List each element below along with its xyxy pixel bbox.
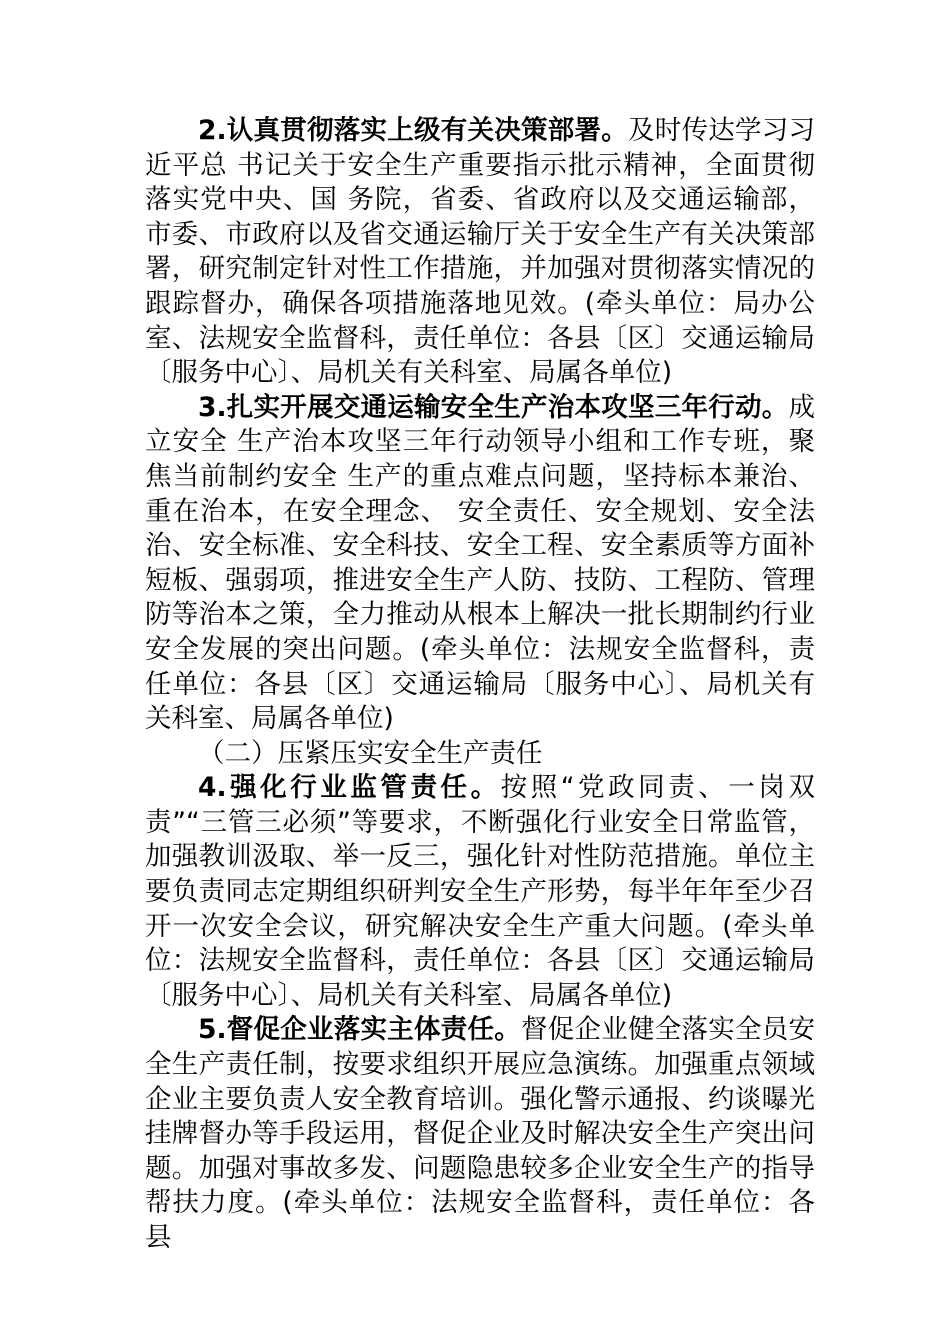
paragraph-item-3: [145, 391, 815, 737]
document-body: [145, 114, 815, 1256]
paragraph-body-2: 及时传达学习习近平总 书记关于安全生产重要指示批示精神，全面贯彻落实党中央、国 务院，省委、省政府以及交通运输部，市委、市政府以及省交通运输厅关于安全生产有关决策部署，研究制定针对性工作措施，并加强对贯彻落实情况的跟踪督办，确保各项措施落地见效。(牵头单位：局办公室、法规安全监督科，责任单位：各县〔区〕交通运输局〔服务中心〕、局机关有关科室、局属各单位): [145, 115, 815, 389]
paragraph-lead-3: 3.扎实开展交通运输安全生产治本攻坚三年行动。: [198, 391, 789, 423]
paragraph-item-4: [145, 771, 815, 1013]
paragraph-lead-4: 4.强化行业监管责任。: [198, 772, 501, 804]
paragraph-body-3: 成立安全 生产治本攻坚三年行动领导小组和工作专班，聚焦当前制约安全 生产的重点难点问题，坚持标本兼治、重在治本，在安全理念、 安全责任、安全规划、安全法治、安全标准、安全科技、安全工程、安全素质等方面补短板、强弱项，推进安全生产人防、技防、工程防、管理防等治本之策，全力推动从根本上解决一批长期制约行业安全发展的突出问题。(牵头单位：法规安全监督科，责任单位：各县〔区〕交通运输局〔服务中心〕、局机关有关科室、局属各单位): [145, 391, 815, 735]
paragraph-item-5: [145, 1013, 815, 1255]
paragraph-lead-2: 2.认真贯彻落实上级有关决策部署。: [198, 115, 628, 146]
paragraph-lead-5: 5.督促企业落实主体责任。: [198, 1014, 521, 1046]
paragraph-item-2: [145, 114, 815, 391]
section-heading: （二）压紧压实安全生产责任: [198, 737, 543, 769]
paragraph-body-5: 督促企业健全落实全员安全生产责任制，按要求组织开展应急演练。加强重点领域企业主要负责人安全教育培训。强化警示通报、约谈曝光挂牌督办等手段运用，督促企业及时解决安全生产突出问题。加强对事故多发、问题隐患较多企业安全生产的指导帮扶力度。(牵头单位：法规安全监督科，责任单位：各县: [145, 1014, 815, 1253]
paragraph-body-4: 按照“党政同责、一岗双责”“三管三必须”等要求，不断强化行业安全日常监管，加强教训汲取、举一反三，强化针对性防范措施。单位主要负责同志定期组织研判安全生产形势，每半年年至少召开一次安全会议，研究解决安全生产重大问题。(牵头单位：法规安全监督科，责任单位：各县〔区〕交通运输局〔服务中心〕、局机关有关科室、局属各单位): [145, 772, 815, 1011]
